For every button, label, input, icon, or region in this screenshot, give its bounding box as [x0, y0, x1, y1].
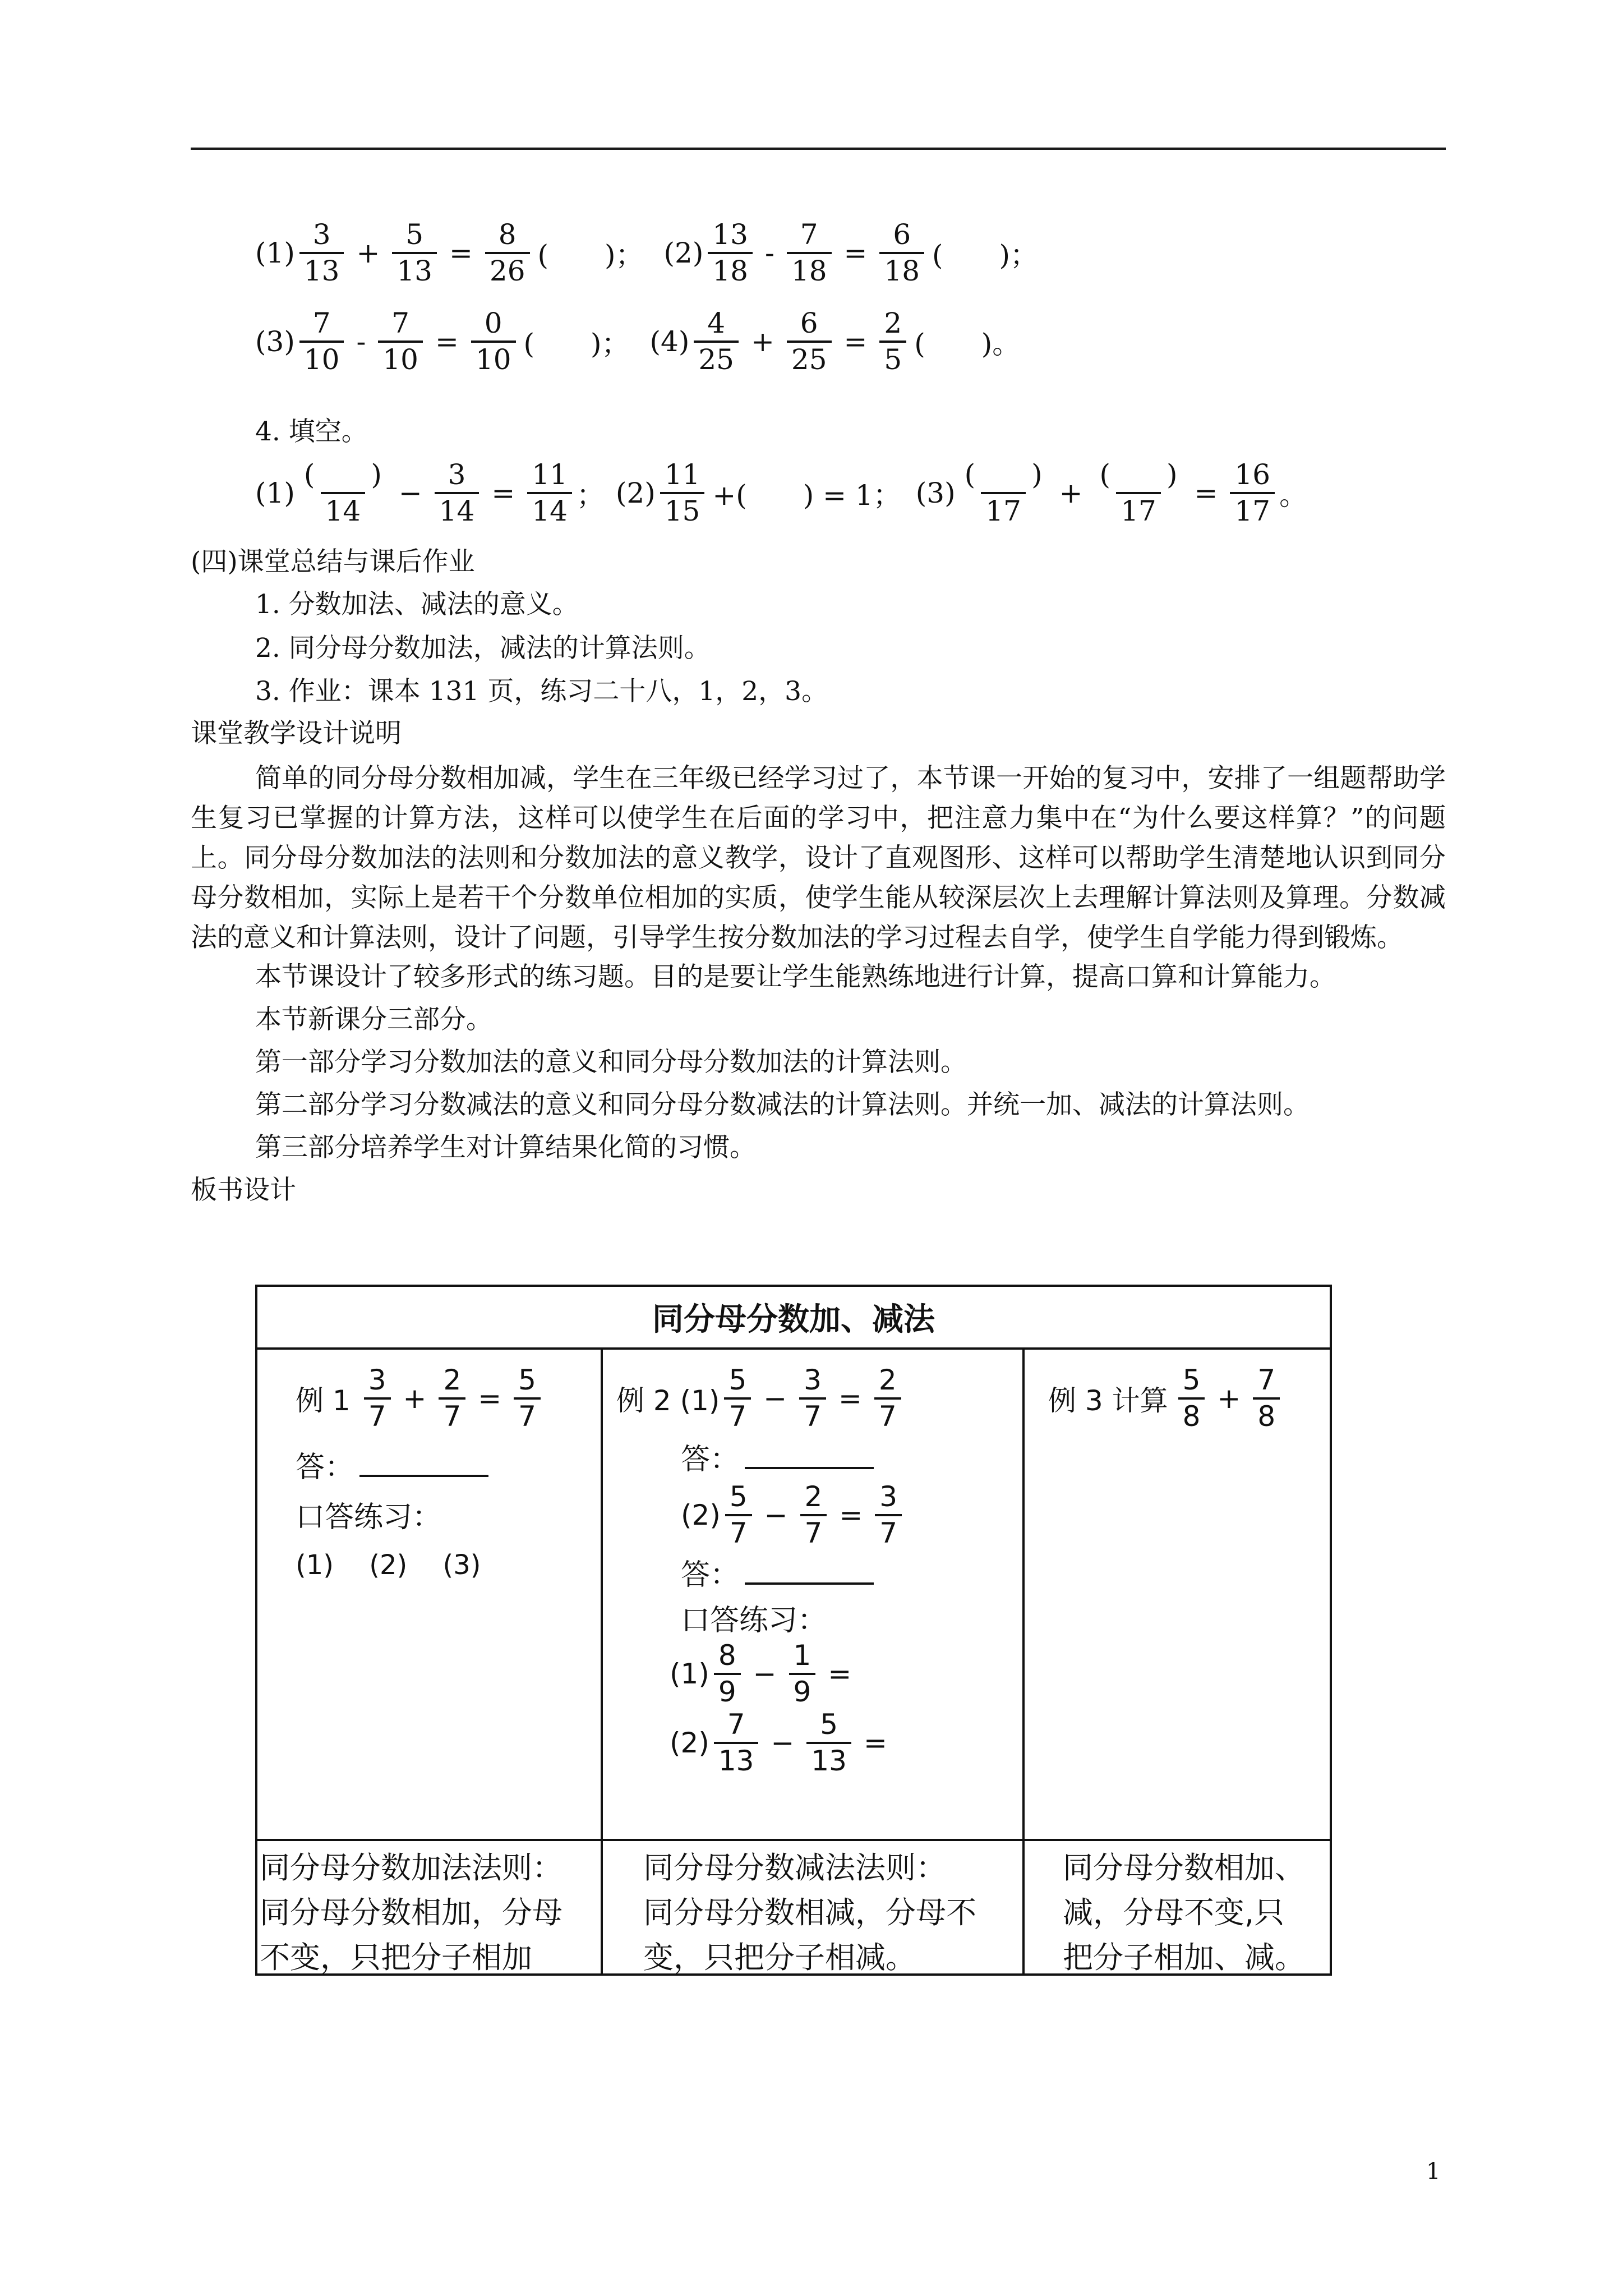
operator: -	[356, 325, 366, 358]
combined-rule: 同分母分数相加、 减，分母不变,只 把分子相加、减。	[1063, 1850, 1305, 1975]
design-paragraph: 第三部分培养学生对计算结果化简的习惯。	[255, 1132, 756, 1163]
item-label: (2)	[663, 236, 704, 269]
fraction: $\frac{3}{7}$	[875, 1482, 902, 1548]
fraction: $\frac{8}{26}$	[485, 220, 530, 286]
fraction: $\frac{5}{8}$	[1178, 1365, 1205, 1431]
fraction: $\frac{6}{18}$	[879, 220, 924, 286]
item-label: (1)	[255, 236, 295, 269]
design-paragraph: 本节新课分三部分。	[255, 1004, 492, 1035]
fraction: $\frac{2}{5}$	[879, 309, 906, 374]
equals: =	[1194, 476, 1218, 509]
operator: -	[764, 236, 774, 269]
fraction: $\frac{11}{15}$	[660, 460, 705, 526]
page-number: 1	[1426, 2159, 1441, 2184]
operator: +	[1217, 1382, 1241, 1415]
fraction: $\frac{2}{7}$	[439, 1365, 465, 1431]
oral-item	[670, 1710, 906, 1775]
fraction: $\frac{5}{7}$	[514, 1365, 541, 1431]
operator: −	[764, 1498, 788, 1531]
fraction: $\frac{5}{7}$	[724, 1365, 751, 1431]
board-design-table	[255, 1285, 1332, 1976]
equals: =	[838, 1382, 862, 1415]
equals: =	[478, 1382, 502, 1415]
addition-rule: 同分母分数加法法则： 同分母分数相加，分母 不变，只把分子相加	[260, 1850, 562, 1975]
item-label: (1)	[670, 1657, 709, 1690]
design-paragraph: 本节课设计了较多形式的练习题。目的是要让学生能熟练地进行计算，提高口算和计算能力。	[255, 961, 1336, 992]
fraction: $\frac{1}{9}$	[789, 1641, 816, 1706]
design-paragraph: 第二部分学习分数减法的意义和同分母分数减法的计算法则。并统一加、减法的计算法则。	[255, 1089, 1310, 1120]
design-paragraph: 第一部分学习分数加法的意义和同分母分数加法的计算法则。	[255, 1047, 967, 1078]
separator: 。	[1279, 478, 1308, 512]
design-heading: 课堂教学设计说明	[191, 718, 402, 749]
fraction: $\frac{11}{14}$	[527, 460, 572, 526]
design-paragraph: 简单的同分母分数相加减，学生在三年级已经学习过了，本节课一开始的复习中，安排了一组题帮助学生复习已掌握的计算方法，这样可以使学生在后面的学习中，把注意力集中在“为什么要这样算？”的问题上。同分母分数加法的法则和分数加法的意义教学，设计了直观图形、这样可以帮助学生清楚地认识到同分母分数相加，实际上是若干个分数单位相加的实质，使学生能从较深层次上去理解计算法则及算理。分数减法的意义和计算法则，设计了问题，引导学生按分数加法的学习过程去自学，使学生自学能力得到锻炼。	[191, 763, 1446, 953]
operator: +	[1059, 476, 1083, 509]
fraction: $\frac{13}{18}$	[708, 220, 753, 286]
fraction: $\frac{16}{17}$	[1230, 460, 1275, 526]
summary-item: 3. 作业：课本 131 页，练习二十八，1，2，3。	[255, 676, 828, 707]
judge-mark: ( )；	[523, 327, 630, 360]
fraction: $\frac{2}{7}$	[800, 1482, 827, 1548]
example-3	[1048, 1365, 1284, 1431]
operator: −	[753, 1657, 777, 1690]
example-2	[616, 1365, 906, 1775]
fraction: $\frac{3}{7}$	[799, 1365, 826, 1431]
exercise4-row	[255, 460, 1307, 526]
answer-line: 答：	[296, 1443, 545, 1485]
operator: +	[403, 1382, 427, 1415]
example-label: 例 2 (1)	[616, 1384, 720, 1417]
operator: −	[763, 1382, 787, 1415]
example-1	[296, 1365, 545, 1582]
exercise3-row-1	[255, 220, 1041, 286]
equals: =	[863, 1726, 887, 1759]
expression-rest: +( ) = 1；	[712, 478, 901, 512]
fraction: $\frac{( )}{14}$	[303, 458, 382, 527]
exercise3-row-2	[255, 309, 1023, 374]
fraction: $\frac{5}{7}$	[725, 1482, 752, 1548]
summary-heading: (四)课堂总结与课后作业	[191, 546, 475, 577]
fraction: $\frac{4}{25}$	[694, 309, 739, 374]
oral-practice-label: 口答练习：	[681, 1604, 827, 1637]
item-label: (3)	[255, 325, 295, 358]
item-label: (3)	[915, 476, 956, 509]
example-label: 例 3 计算	[1048, 1384, 1168, 1417]
operator: +	[356, 236, 380, 269]
fraction: $\frac{7}{10}$	[299, 309, 344, 374]
summary-item: 2. 同分母分数加法，减法的计算法则。	[255, 633, 711, 664]
exercise4-heading: 4. 填空。	[255, 416, 368, 447]
fraction: $\frac{7}{8}$	[1253, 1365, 1280, 1431]
equals: =	[839, 1498, 863, 1531]
fraction: $\frac{7}{18}$	[787, 220, 832, 286]
equals: =	[828, 1657, 852, 1690]
example-1-equation	[296, 1365, 545, 1431]
example-label: 例 1	[296, 1384, 351, 1417]
fraction: $\frac{3}{13}$	[299, 220, 344, 286]
fraction: $\frac{3}{7}$	[364, 1365, 391, 1431]
board-heading: 板书设计	[191, 1175, 296, 1205]
equals: =	[491, 476, 515, 509]
item-label: (4)	[649, 325, 690, 358]
fraction: $\frac{( )}{17}$	[964, 458, 1043, 527]
subtraction-rule: 同分母分数减法法则： 同分母分数相减，分母不 变，只把分子相减。	[643, 1850, 976, 1975]
header-rule	[191, 148, 1446, 150]
oral-practice-label: 口答练习：	[296, 1501, 442, 1534]
row-divider	[257, 1839, 1330, 1841]
item-label: (2)	[670, 1726, 709, 1759]
equals: =	[843, 325, 868, 358]
fraction: $\frac{6}{25}$	[787, 309, 832, 374]
column-divider	[601, 1347, 603, 1973]
item-label: (2)	[615, 476, 656, 509]
summary-item: 1. 分数加法、减法的意义。	[255, 589, 579, 620]
example-2-equation	[616, 1365, 906, 1431]
fraction: $\frac{( )}{17}$	[1099, 458, 1178, 527]
board-title: 同分母分数加、减法	[257, 1287, 1330, 1350]
operator: −	[771, 1726, 795, 1759]
judge-mark: ( )；	[932, 238, 1039, 272]
item-label: (1)	[255, 476, 295, 509]
fraction: $\frac{3}{14}$	[435, 460, 479, 526]
item-label: (2)	[681, 1498, 721, 1531]
fraction: $\frac{5}{13}$	[806, 1710, 851, 1775]
oral-practice-items: (1) (2) (3)	[296, 1549, 481, 1581]
fraction: $\frac{5}{13}$	[392, 220, 437, 286]
equals: =	[435, 325, 459, 358]
fraction: $\frac{7}{10}$	[378, 309, 423, 374]
column-divider	[1022, 1347, 1025, 1973]
judge-mark: ( )。	[914, 327, 1021, 360]
operator: −	[398, 476, 422, 509]
answer-line: 答：	[681, 1435, 906, 1478]
operator: +	[750, 325, 774, 358]
equals: =	[843, 236, 868, 269]
example-3-equation	[1048, 1365, 1284, 1431]
fraction: $\frac{2}{7}$	[874, 1365, 901, 1431]
oral-item	[670, 1641, 906, 1706]
fraction: $\frac{0}{10}$	[471, 309, 516, 374]
separator: ；	[576, 478, 605, 512]
equals: =	[449, 236, 473, 269]
answer-line: 答：	[681, 1551, 906, 1593]
fraction: $\frac{7}{13}$	[714, 1710, 759, 1775]
fraction: $\frac{8}{9}$	[714, 1641, 741, 1706]
judge-mark: ( )；	[537, 238, 644, 272]
example-2-part-2	[681, 1482, 906, 1548]
